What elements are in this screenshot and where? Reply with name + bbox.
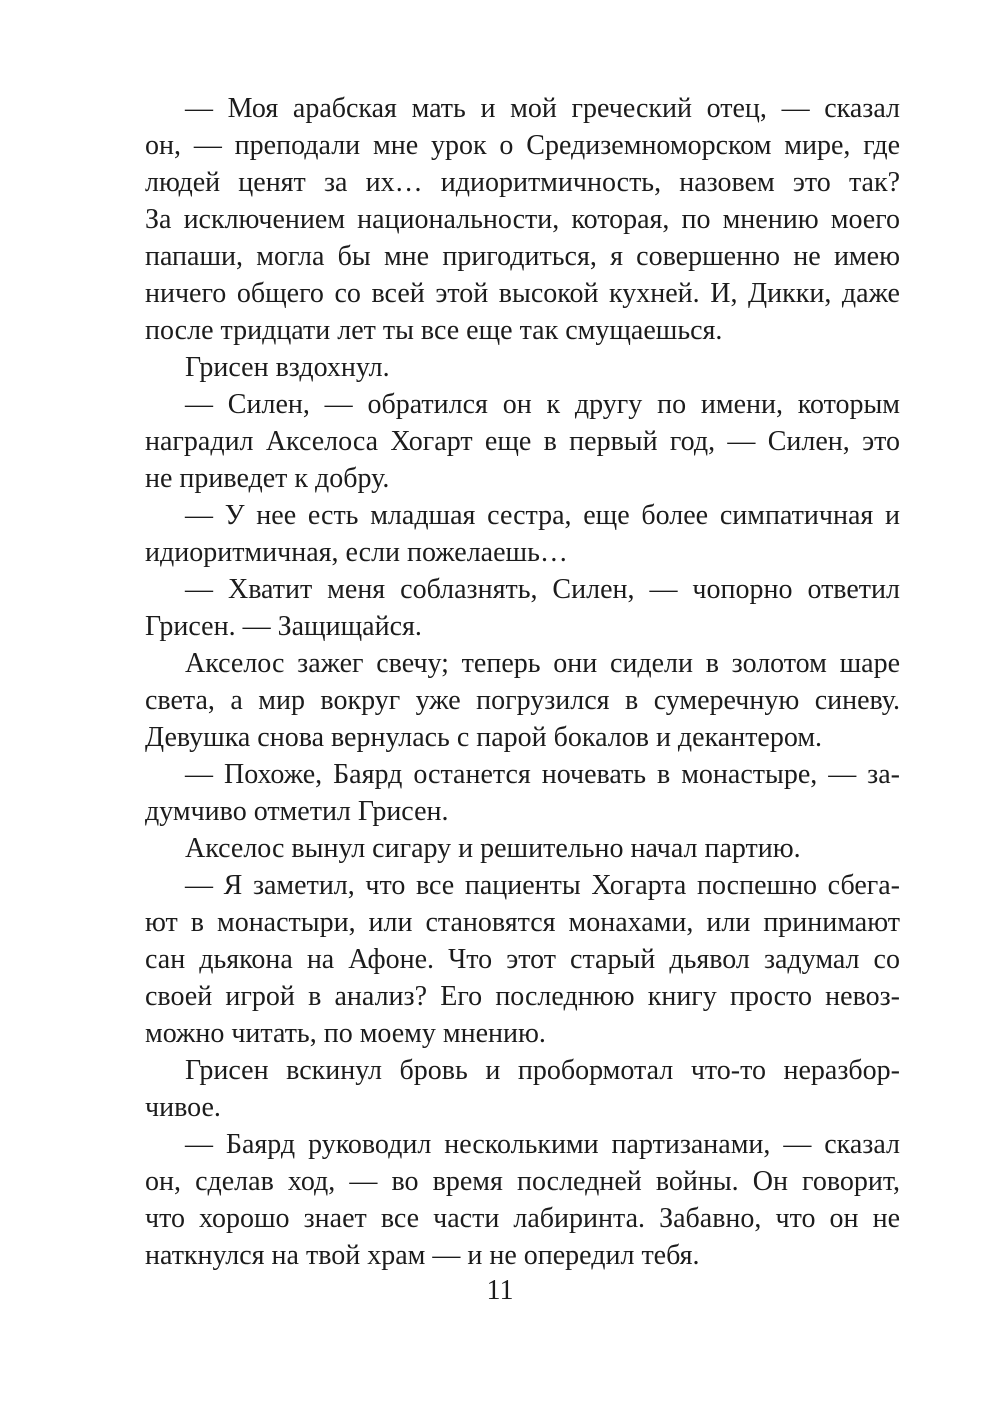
- text-line: не приведет к добру.: [145, 463, 390, 494]
- page-text: [145, 90, 900, 1274]
- text-line: — У нее есть младшая сестра, еще более симпатичная и: [185, 500, 900, 531]
- text-line: думчиво отметил Грисен.: [145, 796, 449, 827]
- text-line: Акселос вынул сигару и решительно начал партию.: [185, 833, 801, 864]
- text-line: он, сделав ход, — во время последней войны. Он говорит,: [145, 1166, 900, 1197]
- text-line: Грисен вздохнул.: [185, 352, 390, 383]
- text-line: людей ценят за их… идиоритмичность, назовем это так?: [145, 167, 900, 198]
- text-line: — Силен, — обратился он к другу по имени, которым: [185, 389, 900, 420]
- text-line: после тридцати лет ты все еще так смущаешься.: [145, 315, 723, 346]
- text-line: ют в монастыри, или становятся монахами, или принимают: [145, 907, 900, 938]
- text-line: что хорошо знает все части лабиринта. Забавно, что он не: [145, 1203, 900, 1234]
- text-line: — Я заметил, что все пациенты Хогарта поспешно сбега-: [185, 870, 900, 901]
- text-line: чивое.: [145, 1092, 221, 1123]
- text-line: он, — преподали мне урок о Средиземноморском мире, где: [145, 130, 900, 161]
- text-line: — Моя арабская мать и мой греческий отец, — сказал: [185, 93, 900, 124]
- text-line: Грисен. — Защищайся.: [145, 611, 422, 642]
- text-line: Девушка снова вернулась с парой бокалов и декантером.: [145, 722, 823, 753]
- text-line: своей игрой в анализ? Его последнюю книгу просто невоз-: [145, 981, 900, 1012]
- text-line: идиоритмичная, если пожелаешь…: [145, 537, 568, 568]
- text-line: наткнулся на твой храм — и не опередил тебя.: [145, 1240, 700, 1271]
- text-line: света, а мир вокруг уже погрузился в сумеречную синеву.: [145, 685, 900, 716]
- page-number: 11: [486, 1275, 514, 1306]
- text-line: можно читать, по моему мнению.: [145, 1018, 546, 1049]
- text-line: — Хватит меня соблазнять, Силен, — чопорно ответил: [185, 574, 900, 605]
- text-line: — Баярд руководил несколькими партизанами, — сказал: [185, 1129, 900, 1160]
- text-line: сан дьякона на Афоне. Что этот старый дьявол задумал со: [145, 944, 900, 975]
- text-line: За исключением национальности, которая, по мнению моего: [145, 204, 900, 235]
- text-line: Грисен вскинул бровь и пробормотал что-то неразбор-: [185, 1055, 900, 1086]
- text-line: — Похоже, Баярд останется ночевать в монастыре, — за-: [185, 759, 900, 790]
- text-line: наградил Акселоса Хогарт еще в первый год, — Силен, это: [145, 426, 900, 457]
- text-line: папаши, могла бы мне пригодиться, я совершенно не имею: [145, 241, 900, 272]
- text-line: Акселос зажег свечу; теперь они сидели в золотом шаре: [185, 648, 900, 679]
- text-line: ничего общего со всей этой высокой кухней. И, Дикки, даже: [145, 278, 900, 309]
